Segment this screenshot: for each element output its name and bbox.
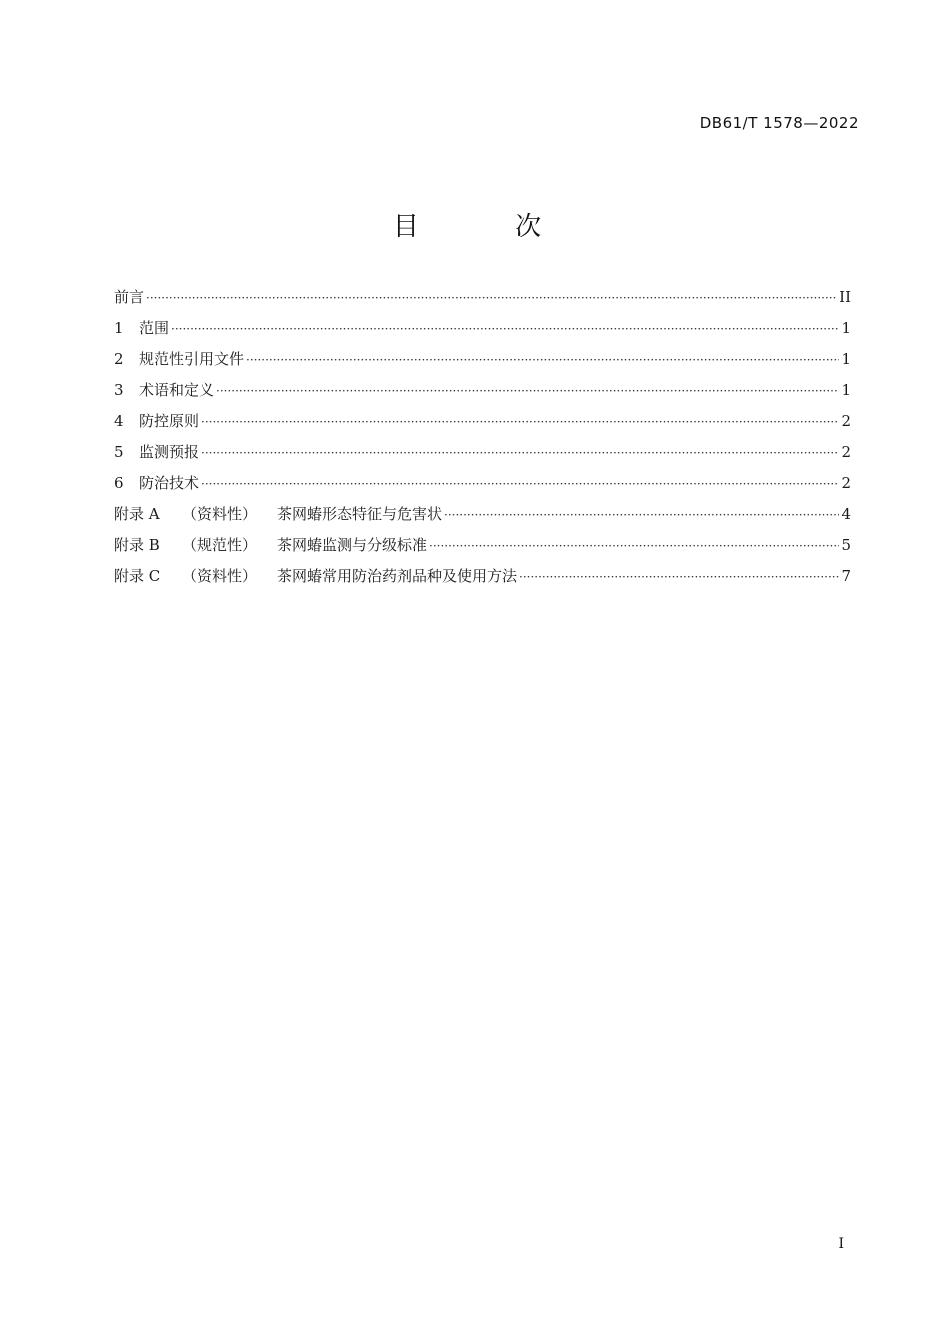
toc-entry-text: 茶网蝽形态特征与危害状	[277, 505, 443, 523]
toc-entry-text: 规范性引用文件	[139, 350, 245, 368]
toc-entry-text: 范围	[139, 319, 170, 337]
toc-entry-number: 2	[114, 350, 124, 368]
toc-entry-label	[114, 317, 169, 338]
dot-leader	[201, 477, 839, 491]
dot-leader	[519, 570, 839, 584]
toc-appendix-c[interactable]	[114, 565, 851, 596]
toc-entry-3[interactable]	[114, 379, 851, 410]
appendix-label: 附录 C	[114, 567, 161, 585]
toc-entry-text: 前言	[114, 288, 145, 306]
toc-entry-page: 1	[841, 319, 851, 337]
toc-entry-label	[114, 348, 244, 369]
toc-entry-label	[114, 472, 199, 493]
document-code: DB61/T 1578—2022	[699, 114, 859, 132]
toc-entry-label	[114, 286, 144, 307]
toc-entry-page: 4	[841, 505, 851, 523]
dot-leader	[429, 539, 839, 553]
page-number: I	[838, 1236, 844, 1252]
toc-entry-page: 1	[841, 381, 851, 399]
toc-entry-text: 监测预报	[139, 443, 200, 461]
toc-entry-number: 1	[114, 319, 124, 337]
toc-entry-foreword[interactable]	[114, 286, 851, 317]
page-title: 目 次	[392, 212, 586, 242]
toc-entry-number: 4	[114, 412, 124, 430]
toc-entry-4[interactable]	[114, 410, 851, 441]
toc-entry-page: 2	[841, 474, 851, 492]
toc-appendix-b[interactable]	[114, 534, 851, 565]
toc-entry-page: II	[839, 288, 851, 306]
toc-entry-label	[114, 534, 427, 555]
dot-leader	[146, 291, 837, 305]
appendix-nature: （规范性）	[182, 536, 258, 554]
toc-appendix-a[interactable]	[114, 503, 851, 534]
toc-entry-number: 6	[114, 474, 124, 492]
toc-entry-text: 茶网蝽监测与分级标准	[277, 536, 428, 554]
toc-entry-page: 2	[841, 412, 851, 430]
appendix-label: 附录 B	[114, 536, 160, 554]
toc-entry-page: 7	[841, 567, 851, 585]
appendix-nature: （资料性）	[182, 567, 258, 585]
dot-leader	[171, 322, 839, 336]
dot-leader	[246, 353, 839, 367]
toc-entry-page: 5	[841, 536, 851, 554]
toc-entry-text: 防治技术	[139, 474, 200, 492]
toc-entry-number: 3	[114, 381, 124, 399]
toc-entry-1[interactable]	[114, 317, 851, 348]
table-of-contents	[114, 286, 851, 596]
dot-leader	[201, 446, 839, 460]
appendix-label: 附录 A	[114, 505, 160, 523]
toc-entry-text: 防控原则	[139, 412, 200, 430]
toc-entry-text: 茶网蝽常用防治药剂品种及使用方法	[277, 567, 518, 585]
dot-leader	[201, 415, 839, 429]
toc-entry-2[interactable]	[114, 348, 851, 379]
toc-entry-6[interactable]	[114, 472, 851, 503]
toc-entry-label	[114, 441, 199, 462]
toc-entry-label	[114, 565, 517, 586]
toc-entry-label	[114, 503, 442, 524]
toc-entry-number: 5	[114, 443, 124, 461]
dot-leader	[216, 384, 839, 398]
toc-entry-label	[114, 410, 199, 431]
toc-entry-page: 2	[841, 443, 851, 461]
toc-entry-label	[114, 379, 214, 400]
toc-entry-page: 1	[841, 350, 851, 368]
appendix-nature: （资料性）	[182, 505, 258, 523]
toc-entry-5[interactable]	[114, 441, 851, 472]
toc-entry-text: 术语和定义	[139, 381, 215, 399]
dot-leader	[444, 508, 839, 522]
